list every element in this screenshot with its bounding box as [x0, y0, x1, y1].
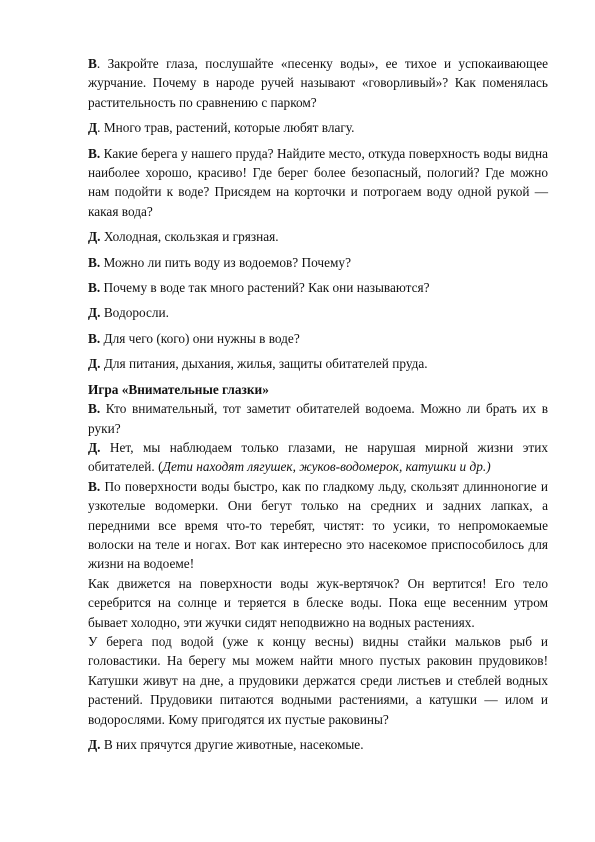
stage-direction: Дети находят лягушек, жуков-водомерок, катушки и др.) — [162, 459, 491, 475]
paragraph-shore-life: У берега под водой (уже к концу весны) видны стайки мальков рыб и головастики. На берегу мы можем найти много пустых раковин прудовиков! Катушки живут на дне, а прудовики держатся среди листьев и стеблей водных растений. Прудовики питаются водными растениями, а катушки — илом и водорослями. Кому пригодятся их пустые раковины? — [88, 633, 548, 727]
paragraph-text: Холодная, скользкая и грязная. — [103, 229, 279, 245]
paragraph-text: Можно ли пить воду из водоемов? Почему? — [103, 254, 351, 270]
paragraph-text: Нет, мы наблюдаем только глазами, не нарушая мирной жизни этих обитателей. ( — [88, 439, 548, 475]
paragraph-teacher-3: В. Можно ли пить воду из водоемов? Почему? — [88, 254, 351, 270]
game-children-answer: Д. Нет, мы наблюдаем только глазами, не нарушая мирной жизни этих обитателей. (Дети находят лягушек, жуков-водомерок, катушки и др.) — [88, 439, 548, 475]
speaker-label: В — [88, 330, 97, 346]
paragraph-teacher-5: В. Для чего (кого) они нужны в воде? — [88, 330, 300, 346]
paragraph-children-final: Д. В них прячутся другие животные, насекомые. — [88, 737, 364, 752]
speaker-label: В — [88, 56, 97, 71]
paragraph-text: Водоросли. — [103, 305, 169, 321]
speaker-label: В — [88, 254, 97, 270]
paragraph-text: Какие берега у нашего пруда? Найдите место, откуда поверхность воды видна наиболее хорошо, красиво! Где берег более безопасный, пологий? Где можно нам подойти к воде? Присядем на корточки и потрогаем воду одной рукой — какая вода? — [88, 145, 548, 219]
game-teacher-water-striders: В. По поверхности воды быстро, как по гладкому льду, скользят длинноногие и узкотелые водомерки. Они бегут только на средних и задних лапках, а передними все время что-то теребят, чистят: то усики, то непромокаемые волоски на теле и ногах. Вот как интересно это насекомое приспособилось для жизни на водоеме! — [88, 478, 549, 572]
speaker-label: Д — [88, 305, 98, 321]
paragraph-text: Кто внимательный, тот заметит обитателей водоема. Можно ли брать их в руки? — [88, 401, 548, 436]
paragraph-text: Для чего (кого) они нужны в воде? — [103, 330, 300, 346]
paragraph-children-4: Д. Для питания, дыхания, жилья, защиты обитателей пруда. — [88, 356, 428, 372]
paragraph-text: Закройте глаза, послушайте «песенку воды», ее тихое и успокаивающее журчание. Почему в народе ручей называют «говорливый»? Как поменялась растительность по сравнению с парком? — [88, 56, 548, 110]
paragraph-children-1: Д. Много трав, растений, которые любят влагу. — [88, 120, 355, 136]
game-teacher-question: В. Кто внимательный, тот заметит обитателей водоема. Можно ли брать их в руки? — [88, 401, 548, 436]
paragraph-whirligig-beetle: Как движется на поверхности воды жук-вертячок? Он вертится! Его тело серебрится на солнце и теряется в блеске воды. Пока еще весенним утром бывает холодно, эти жучки сидят неподвижно на водных растениях. — [88, 575, 548, 630]
speaker-label: В — [88, 401, 97, 417]
paragraph-text: Много трав, растений, которые любят влагу. — [103, 120, 355, 136]
paragraph-text: Почему в воде так много растений? Как они называются? — [103, 280, 430, 296]
speaker-label: Д — [88, 439, 98, 455]
paragraph-text: Для питания, дыхания, жилья, защиты обитателей пруда. — [103, 356, 428, 372]
speaker-label: Д — [88, 356, 98, 372]
speaker-label: Д — [88, 120, 98, 136]
game-heading: Игра «Внимательные глазки» — [88, 381, 269, 397]
paragraph-text: По поверхности воды быстро, как по гладкому льду, скользят длинноногие и узкотелые водомерки. Они бегут только на средних и задних лапках, а передними все время что-то теребят, чистят: то усики, то непромокаемые волоски на теле и ногах. Вот как интересно это насекомое приспособилось для жизни на водоеме! — [88, 478, 549, 572]
paragraph-children-2: Д. Холодная, скользкая и грязная. — [88, 229, 279, 245]
paragraph-children-3: Д. Водоросли. — [88, 305, 169, 321]
speaker-label: В — [88, 145, 97, 161]
speaker-label: В — [88, 280, 97, 296]
paragraph-teacher-2: В. Какие берега у нашего пруда? Найдите место, откуда поверхность воды видна наиболее хорошо, красиво! Где берег более безопасный, пологий? Где можно нам подойти к воде? Присядем на корточки и потрогаем воду одной рукой — какая вода? — [88, 145, 548, 219]
paragraph-text: В них прячутся другие животные, насекомые. — [103, 737, 364, 752]
speaker-label: В — [88, 478, 97, 494]
speaker-label: Д — [88, 229, 98, 245]
paragraph-teacher-1: В. Закройте глаза, послушайте «песенку воды», ее тихое и успокаивающее журчание. Почему в народе ручей называют «говорливый»? Как поменялась растительность по сравнению с парком? — [88, 56, 548, 110]
paragraph-teacher-4: В. Почему в воде так много растений? Как они называются? — [88, 280, 430, 296]
speaker-label: Д — [88, 737, 98, 752]
